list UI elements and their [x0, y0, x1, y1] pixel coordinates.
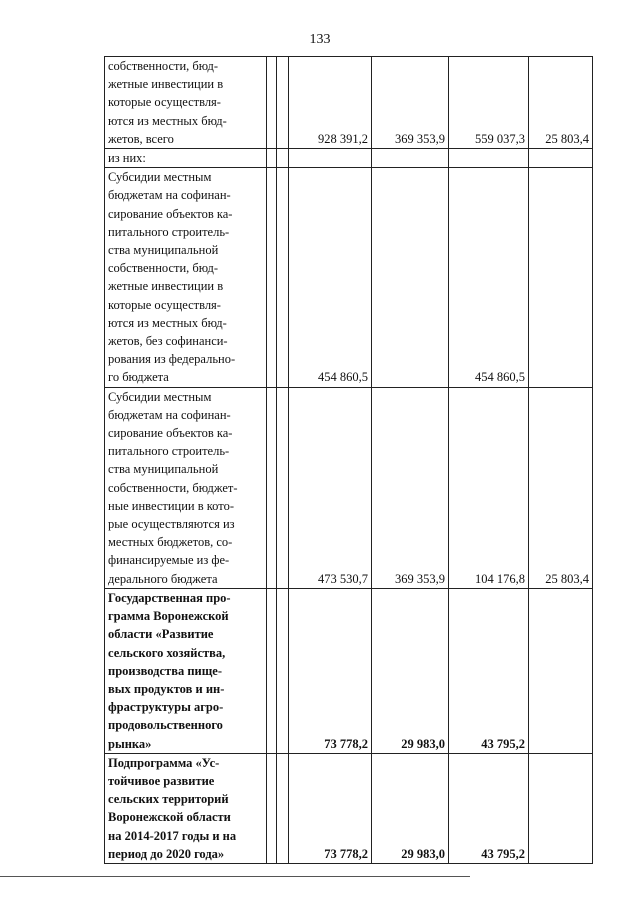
value-cell-c4	[529, 588, 593, 753]
row-label-line: питального строитель-	[108, 224, 230, 239]
row-label-line: фраструктуры агро-	[108, 700, 224, 715]
page-number: 133	[309, 32, 331, 47]
value-cell-c1: 73 778,2	[289, 588, 372, 753]
row-label-line: области «Развитие	[108, 627, 214, 642]
row-label-line: тойчивое развитие	[108, 773, 215, 788]
empty-cell	[267, 57, 277, 149]
empty-cell	[277, 149, 289, 168]
empty-cell	[267, 168, 277, 387]
value-cell-c4: 25 803,4	[529, 57, 593, 149]
row-label-line: жетов, без софинанси-	[108, 334, 228, 349]
value-cell-c1: 928 391,2	[289, 57, 372, 149]
row-label-line: бюджетам на софинан-	[108, 407, 231, 422]
row-label-line: ются из местных бюд-	[108, 113, 227, 128]
row-label-line: сирование объектов ка-	[108, 426, 233, 441]
row-label-line: собственности, бюд-	[108, 59, 219, 73]
row-label	[105, 753, 267, 863]
row-label-line: грамма Воронежской	[108, 609, 229, 624]
value-cell-c1: 454 860,5	[289, 168, 372, 387]
row-label-line: собственности, бюджет-	[108, 480, 238, 495]
value-cell-c2: 369 353,9	[372, 387, 449, 588]
row-label-line: жетные инвестиции в	[108, 279, 224, 294]
row-label-line: Субсидии местным	[108, 389, 212, 404]
empty-cell	[277, 588, 289, 753]
table-row	[105, 57, 593, 149]
value-cell-c2: 369 353,9	[372, 57, 449, 149]
value-cell-c2: 29 983,0	[372, 588, 449, 753]
table-row	[105, 149, 593, 168]
value-cell-c4	[529, 149, 593, 168]
value-cell-c1: 73 778,2	[289, 753, 372, 863]
table-row	[105, 387, 593, 588]
table-body	[105, 57, 593, 864]
row-label-line: которые осуществля-	[108, 297, 221, 312]
row-label-line: дерального бюджета	[108, 571, 218, 586]
row-label-line: сирование объектов ка-	[108, 206, 233, 221]
footer-rule	[0, 876, 470, 877]
value-cell-c2	[372, 149, 449, 168]
empty-cell	[267, 753, 277, 863]
empty-cell	[267, 387, 277, 588]
value-cell-c3	[449, 149, 529, 168]
row-label-line: ства муниципальной	[108, 243, 219, 258]
row-label-line: жетов, всего	[108, 131, 174, 146]
value-cell-c2: 29 983,0	[372, 753, 449, 863]
row-label-line: Государственная про-	[108, 590, 231, 605]
row-label-line: жетные инвестиции в	[108, 77, 224, 92]
row-label-line: бюджетам на софинан-	[108, 188, 231, 203]
value-cell-c1	[289, 149, 372, 168]
row-label-line: ства муниципальной	[108, 462, 219, 477]
budget-table	[104, 56, 593, 864]
row-label	[105, 387, 267, 588]
row-label	[105, 588, 267, 753]
row-label-line: рования из федерально-	[108, 352, 236, 367]
table-row	[105, 588, 593, 753]
row-label-line: рые осуществляются из	[108, 517, 235, 532]
empty-cell	[267, 588, 277, 753]
empty-cell	[277, 168, 289, 387]
empty-cell	[277, 387, 289, 588]
value-cell-c3: 559 037,3	[449, 57, 529, 149]
row-label-line: сельского хозяйства,	[108, 645, 226, 660]
table-row	[105, 753, 593, 863]
value-cell-c4: 25 803,4	[529, 387, 593, 588]
value-cell-c4	[529, 168, 593, 387]
row-label-line: Воронежской области	[108, 810, 231, 825]
row-label-line: рынка»	[108, 736, 152, 751]
value-cell-c3: 43 795,2	[449, 588, 529, 753]
value-cell-c3: 43 795,2	[449, 753, 529, 863]
row-label-line: ются из местных бюд-	[108, 315, 227, 330]
value-cell-c3: 454 860,5	[449, 168, 529, 387]
value-cell-c1: 473 530,7	[289, 387, 372, 588]
row-label-line: питального строитель-	[108, 444, 230, 459]
row-label-line: на 2014-2017 годы и на	[108, 828, 237, 843]
value-cell-c2	[372, 168, 449, 387]
row-label-line: которые осуществля-	[108, 95, 221, 110]
value-cell-c3: 104 176,8	[449, 387, 529, 588]
row-label-line: сельских территорий	[108, 792, 229, 807]
row-label-line: ные инвестиции в кото-	[108, 498, 234, 513]
row-label	[105, 168, 267, 387]
empty-cell	[277, 753, 289, 863]
row-label-line: местных бюджетов, со-	[108, 535, 233, 550]
empty-cell	[277, 57, 289, 149]
row-label-line: вых продуктов и ин-	[108, 681, 225, 696]
value-cell-c4	[529, 753, 593, 863]
row-label-line: из них:	[108, 151, 146, 166]
row-label-line: собственности, бюд-	[108, 261, 219, 276]
row-label-line: Субсидии местным	[108, 170, 212, 185]
empty-cell	[267, 149, 277, 168]
row-label-line: Подпрограмма «Ус-	[108, 755, 220, 770]
row-label-line: финансируемые из фе-	[108, 553, 230, 568]
row-label	[105, 57, 267, 149]
table-row	[105, 168, 593, 387]
row-label-line: продовольственного	[108, 718, 223, 733]
row-label-line: период до 2020 года»	[108, 846, 225, 861]
row-label-line: го бюджета	[108, 370, 169, 385]
row-label-line: производства пище-	[108, 663, 222, 678]
row-label	[105, 149, 267, 168]
